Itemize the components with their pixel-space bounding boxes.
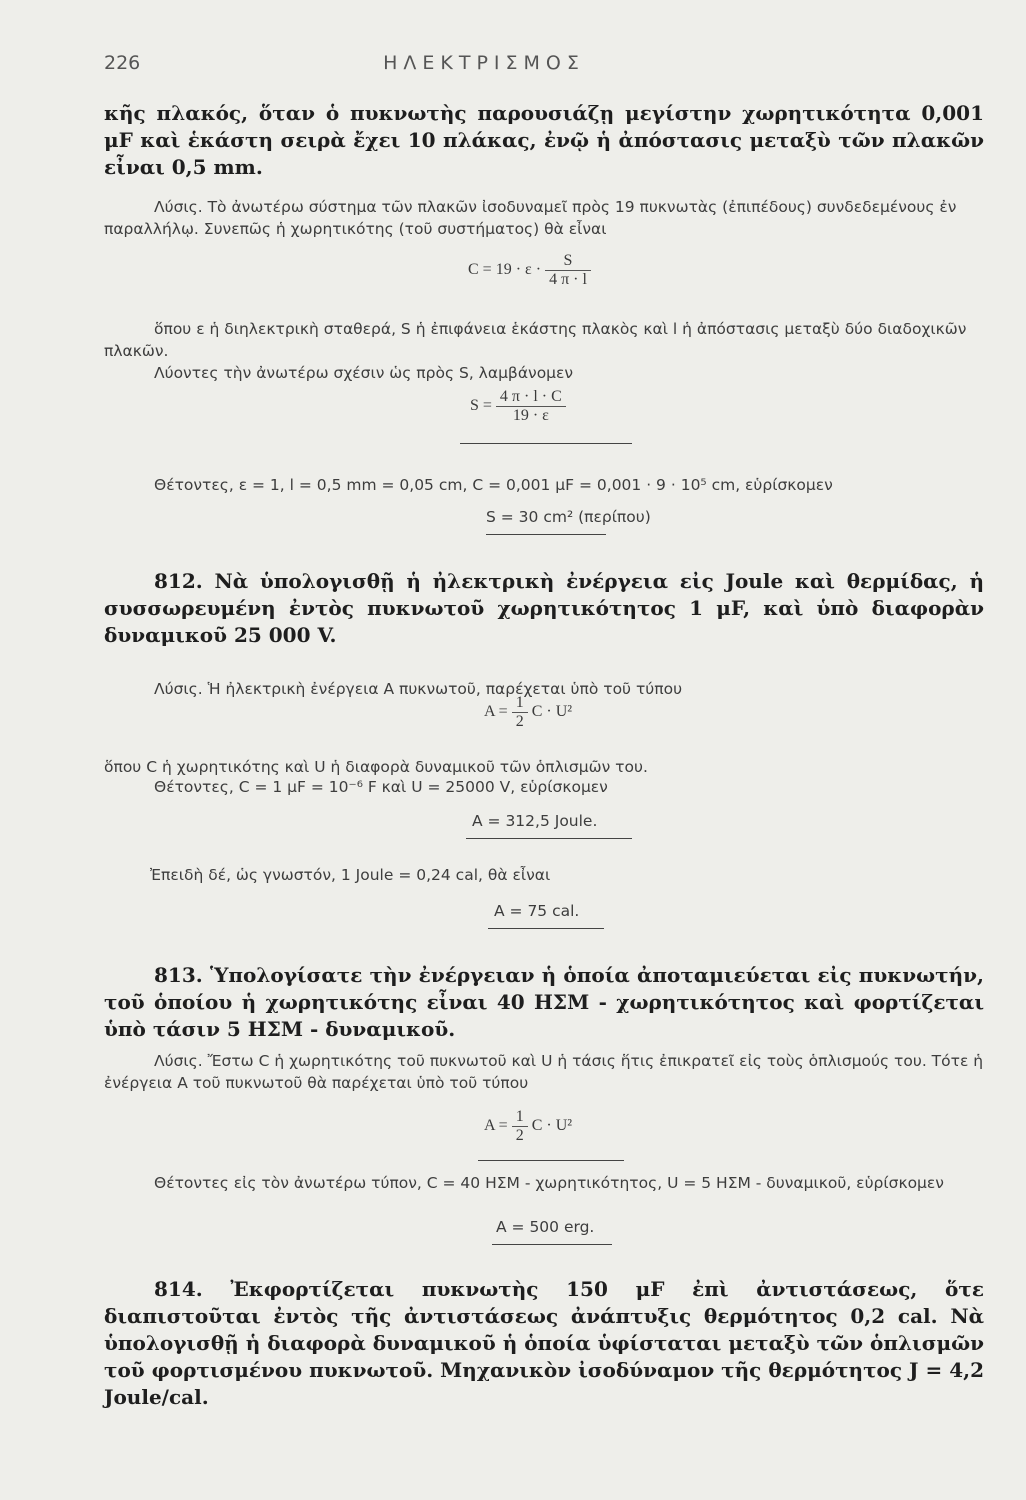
problem-812-substitution: Θέτοντες, C = 1 μF = 10⁻⁶ F καὶ U = 25000 V, εὑρίσκομεν bbox=[154, 778, 608, 796]
fraction-numerator: 4 π · l · C bbox=[499, 388, 562, 405]
problem-814-statement bbox=[104, 1276, 984, 1411]
problem-812-note: Ἐπειδὴ δέ, ὡς γνωστόν, 1 Joule = 0,24 cal, θὰ εἶναι bbox=[150, 866, 551, 884]
fraction bbox=[545, 252, 591, 289]
fraction-denominator: 2 bbox=[512, 1126, 528, 1145]
formula-rhs: C · U² bbox=[531, 703, 573, 721]
problem-812-formula-energy bbox=[484, 694, 572, 731]
problem-813-statement bbox=[104, 962, 984, 1043]
fraction bbox=[496, 388, 566, 425]
problem-812-solution-p2: ὅπου C ἡ χωρητικότης καὶ U ἡ διαφορὰ δυναμικοῦ τῶν ὁπλισμῶν του. bbox=[104, 758, 648, 776]
formula-lhs: C = 19 · ε · bbox=[468, 261, 542, 279]
problem-number: 814. bbox=[154, 1277, 203, 1301]
page-header bbox=[104, 52, 964, 82]
problem-813-solution-p1: Λύσις. Ἔστω C ἡ χωρητικότης τοῦ πυκνωτοῦ καὶ U ἡ τάσις ἥτις ἐπικρατεῖ εἰς τοὺς ὁπλισμούς του. Τότε ἡ ἐνέργεια A τοῦ πυκνωτοῦ θὰ παρέχεται ὑπὸ τοῦ τύπου bbox=[104, 1052, 984, 1092]
formula-lhs: A = bbox=[484, 1117, 508, 1135]
problem-811-solution-p1: Λύσις. Τὸ ἀνωτέρω σύστημα τῶν πλακῶν ἰσοδυναμεῖ πρὸς 19 πυκνωτὰς (ἐπιπέδους) συνδεδεμένους ἐν παραλλήλῳ. Συνεπῶς ἡ χωρητικότης (τοῦ συστήματος) θὰ εἶναι bbox=[104, 198, 957, 238]
formula-lhs: S = bbox=[470, 397, 492, 415]
fraction-denominator: 4 π · l bbox=[545, 270, 591, 289]
fraction-numerator: S bbox=[563, 252, 573, 269]
problem-811-statement-tail: κῆς πλακός, ὅταν ὁ πυκνωτὴς παρουσιάζῃ μεγίστην χωρητικότητα 0,001 μF καὶ ἑκάστη σειρὰ ἔχει 10 πλάκας, ἐνῷ ἡ ἀπόστασις μεταξὺ τῶν πλακῶν εἶναι 0,5 mm. bbox=[104, 101, 984, 179]
fraction-denominator: 2 bbox=[512, 712, 528, 731]
problem-number: 813. bbox=[154, 963, 203, 987]
fraction bbox=[512, 694, 528, 731]
problem-text: Ὑπολογίσατε τὴν ἐνέργειαν ἡ ὁποία ἀποταμιεύεται εἰς πυκνωτήν, τοῦ ὁποίου ἡ χωρητικότης εἶναι 40 ΗΣΜ - χωρητικότητος καὶ φορτίζεται ὑπὸ τάσιν 5 ΗΣΜ - δυναμικοῦ. bbox=[104, 963, 984, 1041]
problem-number: 812. bbox=[154, 569, 203, 593]
problem-text: Ἐκφορτίζεται πυκνωτὴς 150 μF ἐπὶ ἀντιστάσεως, ὅτε διαπιστοῦται ἐντὸς τῆς ἀντιστάσεως ἀνάπτυξις θερμότητος 0,2 cal. Νὰ ὑπολογισθῇ ἡ διαφορὰ δυναμικοῦ ἡ ὁποία ὑφίσταται μεταξὺ τῶν ὁπλισμῶν τοῦ φορτισμένου πυκνωτοῦ. Μηχανικὸν ἰσοδύναμον τῆς θερμότητος J = 4,2 Joule/cal. bbox=[104, 1277, 985, 1409]
problem-811-formula-capacitance bbox=[468, 252, 591, 289]
underline-rule bbox=[466, 838, 632, 839]
underline-rule bbox=[492, 1244, 612, 1245]
problem-811-solution-p3: Λύοντες τὴν ἀνωτέρω σχέσιν ὡς πρὸς S, λαμβάνομεν bbox=[154, 364, 574, 382]
problem-811-substitution: Θέτοντες, ε = 1, l = 0,5 mm = 0,05 cm, C = 0,001 μF = 0,001 · 9 · 10⁵ cm, εὑρίσκομεν bbox=[154, 476, 833, 494]
problem-text: Νὰ ὑπολογισθῇ ἡ ἠλεκτρικὴ ἐνέργεια εἰς Joule καὶ θερμίδας, ἡ συσσωρευμένη ἐντὸς πυκνωτοῦ χωρητικότητος 1 μF, καὶ ὑπὸ διαφορὰν δυναμικοῦ 25 000 V. bbox=[104, 569, 984, 647]
problem-812-statement bbox=[104, 568, 984, 649]
fraction-denominator: 19 · ε bbox=[496, 406, 566, 425]
fraction bbox=[512, 1108, 528, 1145]
fraction-numerator: 1 bbox=[515, 694, 524, 711]
underline-rule bbox=[488, 928, 604, 929]
problem-812-result-cal: A = 75 cal. bbox=[494, 902, 580, 920]
fraction-numerator: 1 bbox=[515, 1108, 524, 1125]
underline-rule bbox=[486, 534, 606, 535]
underline-rule bbox=[478, 1160, 624, 1161]
problem-813-formula-energy bbox=[484, 1108, 572, 1145]
problem-813-result: A = 500 erg. bbox=[496, 1218, 595, 1236]
formula-lhs: A = bbox=[484, 703, 508, 721]
problem-811-result: S = 30 cm² (περίπου) bbox=[486, 508, 651, 526]
problem-812-result-joule: A = 312,5 Joule. bbox=[472, 812, 598, 830]
problem-813-substitution: Θέτοντες εἰς τὸν ἀνωτέρω τύπον, C = 40 ΗΣΜ - χωρητικότητος, U = 5 ΗΣΜ - δυναμικοῦ, εὑρίσκομεν bbox=[154, 1174, 944, 1192]
page-number: 226 bbox=[104, 52, 141, 74]
problem-812-solution-p1: Λύσις. Ἡ ἠλεκτρικὴ ἐνέργεια A πυκνωτοῦ, παρέχεται ὑπὸ τοῦ τύπου bbox=[154, 680, 683, 698]
problem-811-formula-area bbox=[470, 388, 566, 425]
problem-811-solution-p2: ὅπου ε ἡ διηλεκτρικὴ σταθερά, S ἡ ἐπιφάνεια ἑκάστης πλακὸς καὶ l ἡ ἀπόστασις μεταξὺ δύο διαδοχικῶν πλακῶν. bbox=[104, 320, 967, 360]
running-title: ΗΛΕΚΤΡΙΣΜΟΣ bbox=[383, 52, 585, 74]
formula-rhs: C · U² bbox=[531, 1117, 573, 1135]
underline-rule bbox=[460, 443, 632, 444]
